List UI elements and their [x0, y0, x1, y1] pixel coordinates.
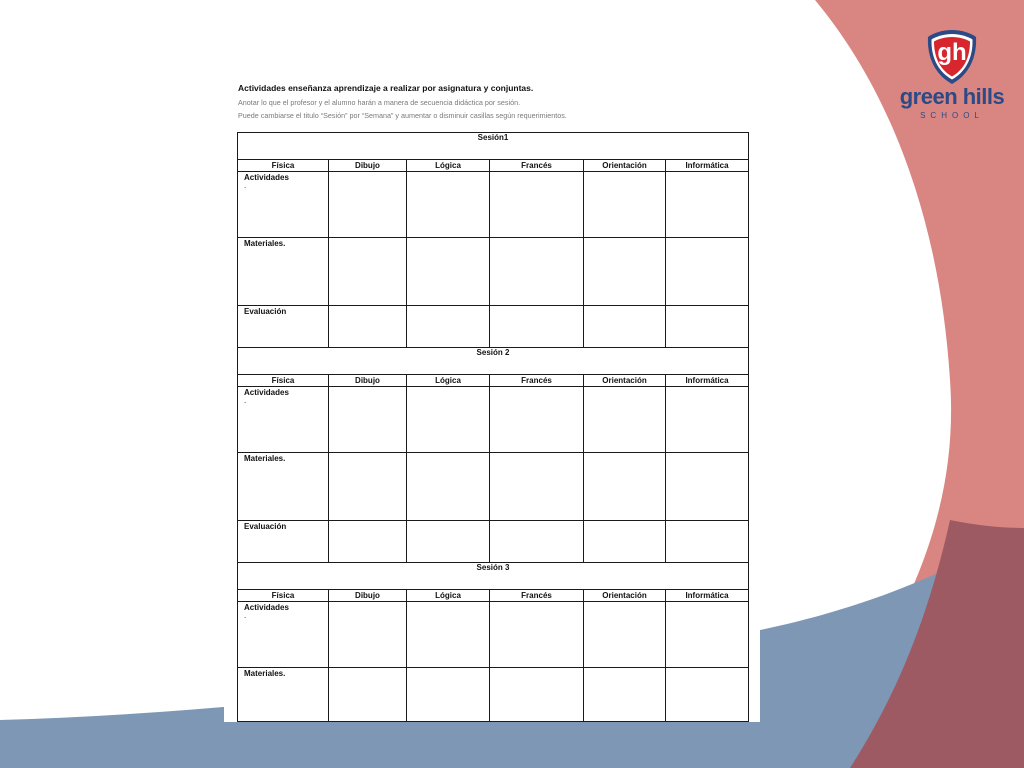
row-mark: .	[244, 611, 247, 620]
subject-header: Francés	[490, 160, 584, 172]
activities-table	[237, 132, 749, 722]
subject-header: Informática	[666, 375, 749, 387]
row-label-cell	[238, 172, 329, 238]
table-row	[238, 602, 749, 668]
empty-cell	[407, 668, 490, 722]
empty-cell	[407, 238, 490, 306]
empty-cell	[407, 521, 490, 563]
empty-cell	[329, 453, 407, 521]
empty-cell	[666, 668, 749, 722]
empty-cell	[407, 172, 490, 238]
empty-cell	[584, 521, 666, 563]
empty-cell	[407, 387, 490, 453]
empty-cell	[584, 172, 666, 238]
empty-cell	[584, 306, 666, 348]
empty-cell	[407, 602, 490, 668]
empty-cell	[584, 238, 666, 306]
empty-cell	[490, 387, 584, 453]
session-title-row	[238, 563, 749, 590]
subject-header: Física	[238, 375, 329, 387]
row-label: Actividades	[244, 603, 289, 612]
empty-cell	[666, 172, 749, 238]
subject-header: Dibujo	[329, 160, 407, 172]
row-mark: .	[244, 181, 247, 190]
session-title-row	[238, 348, 749, 375]
empty-cell	[329, 602, 407, 668]
session-title: Sesión 3	[238, 563, 749, 590]
row-label-cell	[238, 306, 329, 348]
empty-cell	[490, 602, 584, 668]
session-title: Sesión1	[238, 133, 749, 160]
session-title-row	[238, 133, 749, 160]
subject-header: Dibujo	[329, 590, 407, 602]
table-row	[238, 172, 749, 238]
empty-cell	[666, 387, 749, 453]
empty-cell	[666, 453, 749, 521]
empty-cell	[490, 172, 584, 238]
empty-cell	[666, 306, 749, 348]
subject-header: Orientación	[584, 590, 666, 602]
instruction-line-2: Puede cambiarse el titulo “Sesión” por “Semana” y aumentar o disminuir casillas según requerimientos.	[238, 111, 567, 120]
subject-header: Informática	[666, 590, 749, 602]
row-label-cell	[238, 602, 329, 668]
empty-cell	[584, 668, 666, 722]
logo-subtitle: SCHOOL	[920, 111, 984, 120]
row-label: Actividades	[244, 388, 289, 397]
school-logo	[892, 26, 1012, 126]
empty-cell	[490, 238, 584, 306]
empty-cell	[329, 668, 407, 722]
empty-cell	[329, 306, 407, 348]
subject-header: Informática	[666, 160, 749, 172]
empty-cell	[329, 238, 407, 306]
subject-header: Orientación	[584, 160, 666, 172]
row-label: Materiales.	[244, 239, 286, 248]
empty-cell	[666, 238, 749, 306]
table-row	[238, 306, 749, 348]
table-row	[238, 453, 749, 521]
empty-cell	[329, 521, 407, 563]
row-label: Actividades	[244, 173, 289, 182]
empty-cell	[329, 387, 407, 453]
subject-header: Física	[238, 590, 329, 602]
row-label-cell	[238, 521, 329, 563]
row-label-cell	[238, 453, 329, 521]
instruction-line-1: Anotar lo que el profesor y el alumno harán a manera de secuencia didáctica por sesión.	[238, 98, 521, 107]
subject-header: Orientación	[584, 375, 666, 387]
table-row	[238, 521, 749, 563]
subject-header-row	[238, 590, 749, 602]
row-label: Materiales.	[244, 454, 286, 463]
empty-cell	[407, 453, 490, 521]
subject-header: Dibujo	[329, 375, 407, 387]
subject-header: Francés	[490, 375, 584, 387]
table-row	[238, 238, 749, 306]
empty-cell	[407, 306, 490, 348]
subject-header: Francés	[490, 590, 584, 602]
session-title: Sesión 2	[238, 348, 749, 375]
document-page	[224, 70, 760, 722]
empty-cell	[666, 521, 749, 563]
subject-header: Lógica	[407, 590, 490, 602]
row-label: Evaluación	[244, 522, 287, 531]
logo-mark: gh	[937, 39, 967, 66]
empty-cell	[584, 453, 666, 521]
row-label-cell	[238, 238, 329, 306]
row-label: Materiales.	[244, 669, 286, 678]
table-row	[238, 387, 749, 453]
row-label-cell	[238, 668, 329, 722]
empty-cell	[490, 668, 584, 722]
subject-header: Física	[238, 160, 329, 172]
row-label: Evaluación	[244, 307, 287, 316]
empty-cell	[666, 602, 749, 668]
row-mark: .	[244, 396, 247, 405]
table-row	[238, 668, 749, 722]
empty-cell	[490, 306, 584, 348]
row-label-cell	[238, 387, 329, 453]
empty-cell	[584, 602, 666, 668]
empty-cell	[584, 387, 666, 453]
subject-header: Lógica	[407, 375, 490, 387]
document-title: Actividades enseñanza aprendizaje a realizar por asignatura y conjuntas.	[238, 83, 534, 93]
empty-cell	[329, 172, 407, 238]
empty-cell	[490, 453, 584, 521]
subject-header-row	[238, 160, 749, 172]
empty-cell	[490, 521, 584, 563]
subject-header: Lógica	[407, 160, 490, 172]
subject-header-row	[238, 375, 749, 387]
logo-name: green hills	[899, 84, 1005, 109]
